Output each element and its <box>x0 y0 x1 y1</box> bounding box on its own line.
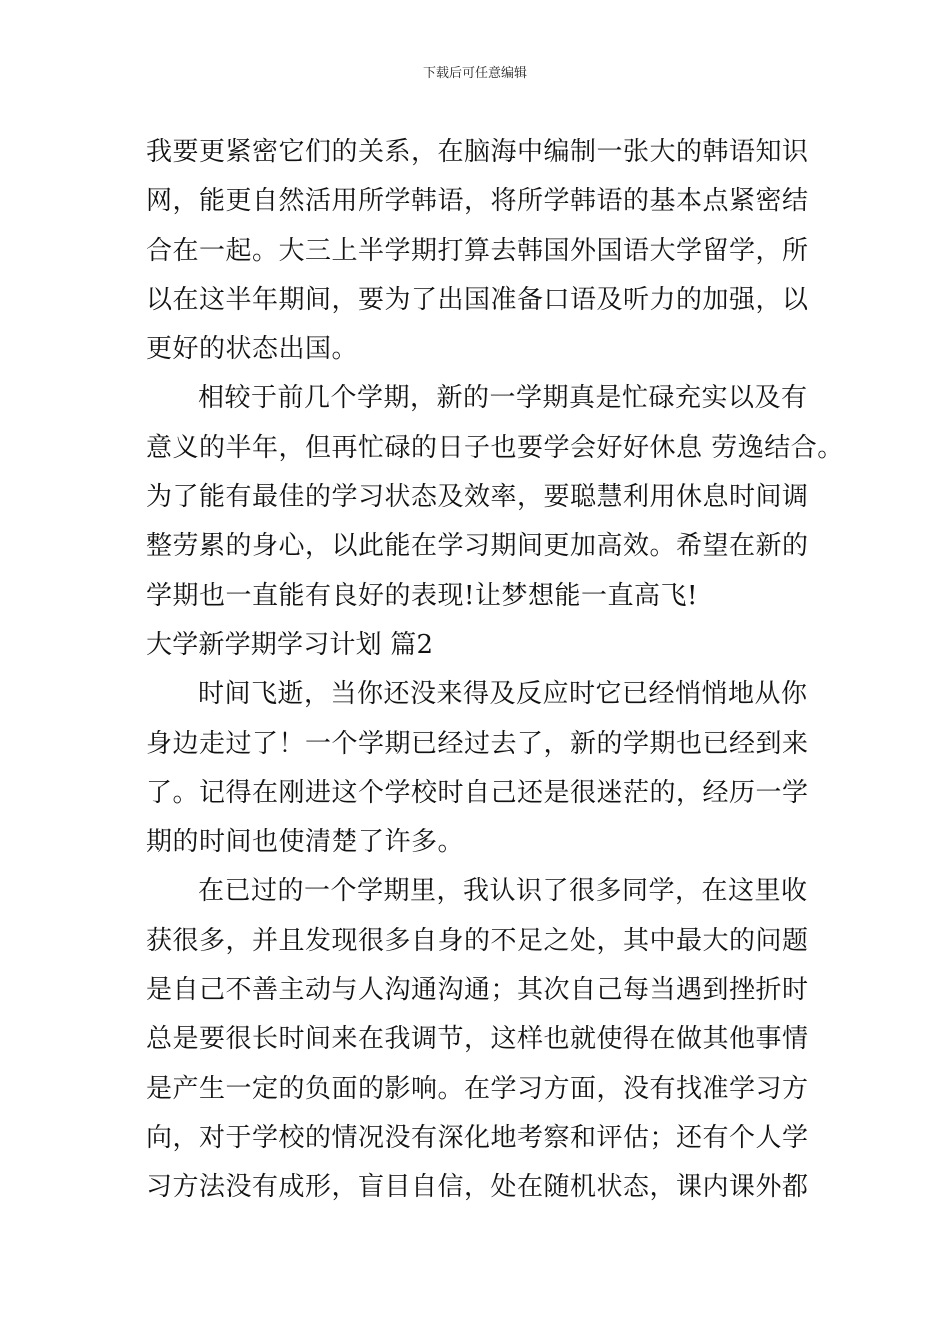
text-line: 更好的状态出国。 <box>146 334 359 365</box>
text-line: 以在这半年期间，要为了出国准备口语及听力的加强，以 <box>146 284 809 315</box>
text-line: 是自己不善主动与人沟通沟通；其次自己每当遇到挫折时 <box>146 975 809 1006</box>
text-line: 整劳累的身心，以此能在学习期间更加高效。希望在新的 <box>146 531 809 562</box>
text-line: 身边走过了！一个学期已经过去了，新的学期也已经到来 <box>146 728 809 759</box>
text-line: 我要更紧密它们的关系，在脑海中编制一张大的韩语知识 <box>146 137 809 167</box>
text-line: 学期也一直能有良好的表现!让梦想能一直高飞! <box>146 580 698 611</box>
text-line: 了。记得在刚进这个学校时自己还是很迷茫的，经历一学 <box>146 777 809 808</box>
text-line: 相较于前几个学期，新的一学期真是忙碌充实以及有 <box>198 383 808 414</box>
section-heading: 大学新学期学习计划 篇2 <box>146 629 434 660</box>
text-line: 意义的半年，但再忙碌的日子也要学会好好休息 劳逸结合。 <box>146 432 844 463</box>
text-line: 在已过的一个学期里，我认识了很多同学，在这里收 <box>198 876 808 907</box>
text-line: 总是要很长时间来在我调节，这样也就使得在做其他事情 <box>146 1024 809 1055</box>
text-line: 期的时间也使清楚了许多。 <box>146 827 465 858</box>
text-line: 为了能有最佳的学习状态及效率，要聪慧利用休息时间调 <box>146 482 809 513</box>
text-line: 习方法没有成形，盲目自信，处在随机状态，课内课外都 <box>146 1172 809 1203</box>
text-line: 时间飞逝，当你还没来得及反应时它已经悄悄地从你 <box>198 679 808 710</box>
text-line: 是产生一定的负面的影响。在学习方面，没有找准学习方 <box>146 1073 809 1104</box>
text-line: 网，能更自然活用所学韩语，将所学韩语的基本点紧密结 <box>146 186 809 217</box>
text-line: 向，对于学校的情况没有深化地考察和评估；还有个人学 <box>146 1122 809 1153</box>
text-line: 合在一起。大三上半学期打算去韩国外国语大学留学，所 <box>146 235 809 266</box>
text-line: 获很多，并且发现很多自身的不足之处，其中最大的问题 <box>146 925 809 956</box>
document-body <box>146 128 844 1213</box>
header-note: 下载后可任意编辑 <box>422 66 527 81</box>
